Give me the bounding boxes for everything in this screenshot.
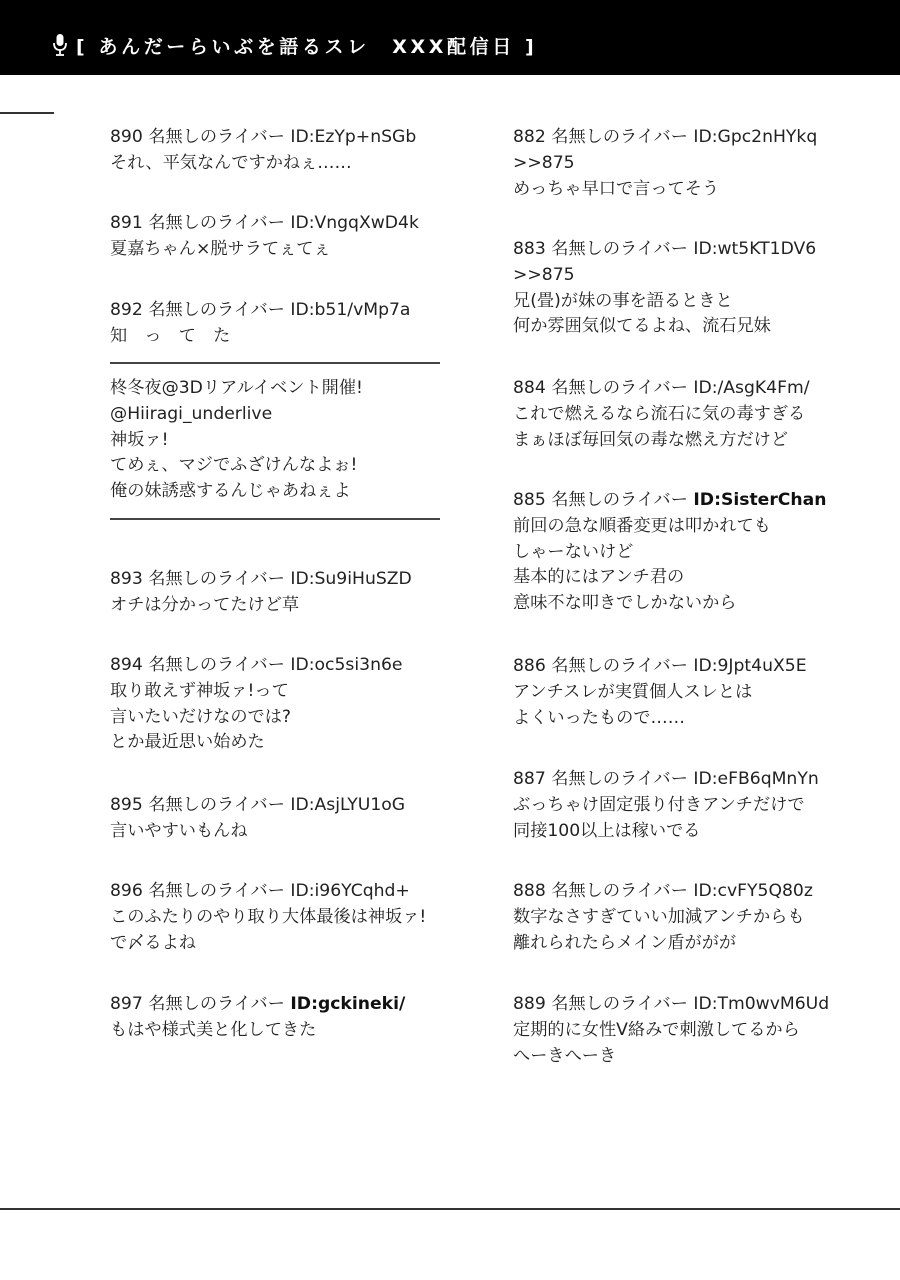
divider-bottom [110, 518, 440, 520]
post-890 [110, 125, 416, 177]
poster-id: ID:Gpc2nHYkq [693, 127, 818, 147]
post-header [110, 298, 410, 324]
post-number: 893 [110, 569, 143, 589]
post-header [513, 992, 829, 1018]
poster-name: 名無しのライバー [148, 569, 285, 589]
post-number: 894 [110, 655, 143, 675]
tweet-text-line: 神坂ァ! [110, 429, 169, 450]
poster-id-highlighted: ID:SisterChan [693, 490, 827, 510]
poster-name: 名無しのライバー [148, 300, 285, 320]
post-body-line: 離れられたらメイン盾ががが [513, 932, 737, 953]
post-body-line: 取り敢えず神坂ァ!って [110, 680, 289, 701]
thread-title: [ あんだーらいぶを語るスレ XXX配信日 ] [76, 35, 538, 58]
post-887 [513, 767, 819, 844]
post-896 [110, 879, 426, 956]
poster-name: 名無しのライバー [148, 881, 285, 901]
post-header [513, 767, 819, 793]
post-header [513, 654, 807, 680]
tweet-text-line: 俺の妹誘惑するんじゃあねぇよ [110, 481, 351, 502]
post-header [110, 653, 402, 679]
reply-anchor[interactable]: >>875 [513, 264, 575, 285]
post-number: 897 [110, 994, 143, 1014]
post-body-line: それ、平気なんですかねぇ…… [110, 152, 352, 173]
post-882 [513, 125, 817, 202]
poster-id: ID:b51/vMp7a [290, 300, 411, 320]
post-body-line: 言いたいだけなのでは? [110, 706, 291, 727]
post-889 [513, 992, 829, 1069]
post-body-line: 何か雰囲気似てるよね、流石兄妹 [513, 316, 771, 337]
post-number: 885 [513, 490, 546, 510]
poster-id: ID:Tm0wvM6Ud [693, 994, 830, 1014]
post-header [513, 488, 826, 514]
post-body-line: 夏嘉ちゃん×脱サラてぇてぇ [110, 238, 331, 259]
poster-name: 名無しのライバー [148, 127, 285, 147]
post-body-line: とか最近思い始めた [110, 732, 265, 753]
poster-name: 名無しのライバー [551, 994, 688, 1014]
post-number: 892 [110, 300, 143, 320]
post-number: 883 [513, 239, 546, 259]
post-number: 896 [110, 881, 143, 901]
post-header [110, 879, 426, 905]
post-883 [513, 237, 816, 340]
post-body-line: 知 っ て た [110, 325, 231, 346]
post-892 [110, 298, 410, 350]
frame-mask [54, 100, 900, 120]
post-body-line: 同接100以上は稼いでる [513, 820, 701, 841]
post-body-line: 基本的にはアンチ君の [513, 567, 685, 588]
poster-id: ID:eFB6qMnYn [693, 769, 819, 789]
poster-name: 名無しのライバー [148, 655, 285, 675]
post-number: 889 [513, 994, 546, 1014]
post-body-line: で〆るよね [110, 932, 196, 953]
post-number: 887 [513, 769, 546, 789]
thread-header [0, 0, 900, 75]
poster-name: 名無しのライバー [148, 213, 285, 233]
post-number: 895 [110, 795, 143, 815]
post-body-line: よくいったもので…… [513, 707, 685, 728]
post-number: 882 [513, 127, 546, 147]
post-header [110, 793, 405, 819]
poster-name: 名無しのライバー [551, 127, 688, 147]
poster-name: 名無しのライバー [551, 769, 688, 789]
post-header [110, 992, 405, 1018]
poster-id: ID:oc5si3n6e [290, 655, 403, 675]
post-884 [513, 376, 810, 453]
post-885 [513, 488, 826, 617]
poster-name: 名無しのライバー [148, 795, 285, 815]
post-header [513, 237, 816, 263]
tweet-text-line: てめぇ、マジでふざけんなよぉ! [110, 455, 358, 476]
post-number: 891 [110, 213, 143, 233]
post-body-line: 兄(畳)が妹の事を語るときと [513, 290, 733, 311]
poster-id: ID:cvFY5Q80z [693, 881, 813, 901]
post-body-line: しゃーないけど [513, 541, 634, 562]
post-body-line: ぶっちゃけ固定張り付きアンチだけで [513, 794, 805, 815]
tweet-handle: @Hiiragi_underlive [110, 403, 273, 424]
poster-name: 名無しのライバー [148, 994, 285, 1014]
post-body-line: オチは分かってたけど草 [110, 594, 300, 615]
quoted-tweet [110, 376, 363, 505]
post-body-line: 定期的に女性V絡みで刺激してるから [513, 1019, 800, 1040]
post-header [513, 125, 817, 151]
post-body-line: アンチスレが実質個人スレとは [513, 681, 753, 702]
microphone-icon [52, 33, 68, 57]
post-number: 890 [110, 127, 143, 147]
post-body-line: このふたりのやり取り大体最後は神坂ァ! [110, 906, 427, 927]
post-body-line: 意味不な叩きでしかないから [513, 593, 737, 614]
post-body-line: 前回の急な順番変更は叩かれても [513, 515, 771, 536]
post-891 [110, 211, 419, 263]
post-body-line: 言いやすいもんね [110, 820, 248, 841]
thread-title-bar [52, 30, 537, 60]
poster-id: ID:wt5KT1DV6 [693, 239, 817, 259]
poster-name: 名無しのライバー [551, 490, 688, 510]
post-body-line: めっちゃ早口で言ってそう [513, 178, 720, 199]
poster-id: ID:EzYp+nSGb [290, 127, 417, 147]
post-895 [110, 793, 405, 845]
post-897 [110, 992, 405, 1044]
post-number: 886 [513, 656, 546, 676]
poster-name: 名無しのライバー [551, 239, 688, 259]
divider-top [110, 362, 440, 364]
post-body-line: へーきへーき [513, 1045, 617, 1066]
post-894 [110, 653, 402, 756]
post-886 [513, 654, 807, 731]
post-header [110, 567, 412, 593]
poster-id: ID:VngqXwD4k [290, 213, 419, 233]
post-888 [513, 879, 813, 956]
poster-name: 名無しのライバー [551, 378, 688, 398]
post-header [513, 879, 813, 905]
poster-name: 名無しのライバー [551, 881, 688, 901]
poster-id: ID:Su9iHuSZD [290, 569, 412, 589]
post-header [110, 211, 419, 237]
poster-id: ID:AsjLYU1oG [290, 795, 406, 815]
poster-id: ID:9Jpt4uX5E [693, 656, 807, 676]
post-body-line: もはや様式美と化してきた [110, 1019, 317, 1040]
post-number: 888 [513, 881, 546, 901]
poster-id: ID:/AsgK4Fm/ [693, 378, 810, 398]
poster-id: ID:i96YCqhd+ [290, 881, 410, 901]
post-header [513, 376, 810, 402]
reply-anchor[interactable]: >>875 [513, 152, 575, 173]
post-body-line: まぁほぼ毎回気の毒な燃え方だけど [513, 429, 789, 450]
post-header [110, 125, 416, 151]
poster-id-highlighted: ID:gckineki/ [290, 994, 406, 1014]
post-body-line: これで燃えるなら流石に気の毒すぎる [513, 403, 806, 424]
post-number: 884 [513, 378, 546, 398]
post-body-line: 数字なさすぎていい加減アンチからも [513, 906, 805, 927]
post-893 [110, 567, 412, 619]
poster-name: 名無しのライバー [551, 656, 688, 676]
tweet-author: 柊冬夜@3Dリアルイベント開催! [110, 378, 363, 398]
